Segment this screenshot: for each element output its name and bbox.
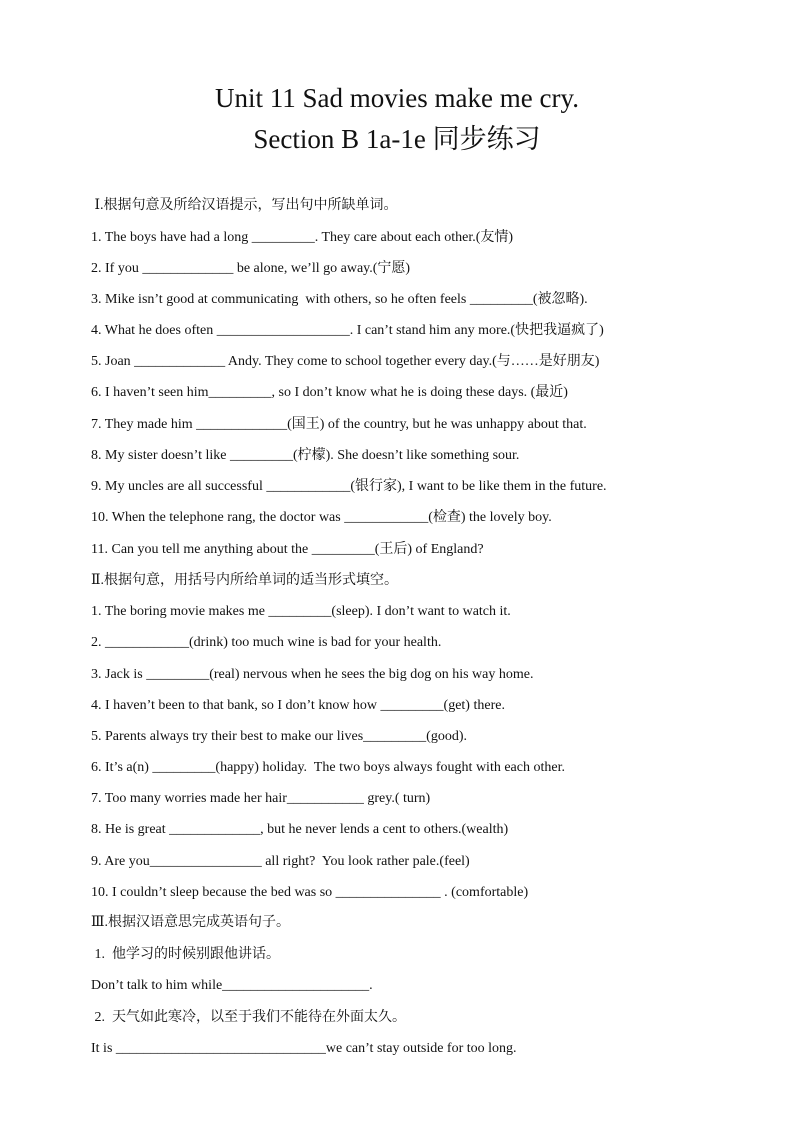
section2-item: 5. Parents always try their best to make our lives_________(good). [91, 729, 467, 744]
page-title-line1: Unit 11 Sad movies make me cry. [215, 83, 579, 113]
section3-item: Don’t talk to him while_____________________. [91, 978, 373, 993]
section3-item: 1. 他学习的时候别跟他讲话。 [91, 947, 280, 962]
section1-item: 10. When the telephone rang, the doctor was ____________(检查) the lovely boy. [91, 510, 552, 525]
section3-item: It is ______________________________we can’t stay outside for too long. [91, 1041, 517, 1056]
section2-item: 9. Are you________________ all right? You look rather pale.(feel) [91, 854, 470, 869]
section1-heading: Ⅰ.根据句意及所给汉语提示，写出句中所缺单词。 [91, 198, 398, 213]
section1-item: 3. Mike isn’t good at communicating with others, so he often feels _________(被忽略). [91, 292, 588, 307]
section2-item: 6. It’s a(n) _________(happy) holiday. The two boys always fought with each other. [91, 760, 565, 775]
section1-item: 11. Can you tell me anything about the _________(王后) of England? [91, 542, 484, 557]
section1-item: 6. I haven’t seen him_________, so I don’t know what he is doing these days. (最近) [91, 385, 568, 400]
section2-item: 10. I couldn’t sleep because the bed was so _______________ . (comfortable) [91, 885, 529, 900]
section2-item: 8. He is great _____________, but he never lends a cent to others.(wealth) [91, 822, 509, 837]
section2-item: 7. Too many worries made her hair___________ grey.( turn) [91, 791, 431, 806]
page-title-line2: Section B 1a-1e 同步练习 [253, 124, 541, 154]
section1-item: 2. If you _____________ be alone, we’ll go away.(宁愿) [91, 261, 411, 276]
section1-item: 5. Joan _____________ Andy. They come to school together every day.(与……是好朋友) [91, 354, 600, 369]
section2-heading: Ⅱ.根据句意，用括号内所给单词的适当形式填空。 [91, 573, 399, 588]
section1-item: 1. The boys have had a long _________. They care about each other.(友情) [91, 230, 514, 245]
section1-item: 7. They made him _____________(国王) of the country, but he was unhappy about that. [91, 417, 587, 432]
section2-item: 2. ____________(drink) too much wine is bad for your health. [91, 635, 442, 650]
section3-item: 2. 天气如此寒冷，以至于我们不能待在外面太久。 [91, 1010, 406, 1025]
section2-item: 4. I haven’t been to that bank, so I don’t know how _________(get) there. [91, 698, 505, 713]
section1-item: 4. What he does often ___________________. I can’t stand him any more.(快把我逼疯了) [91, 323, 604, 338]
section2-item: 3. Jack is _________(real) nervous when he sees the big dog on his way home. [91, 667, 534, 682]
section1-item: 9. My uncles are all successful ____________(银行家), I want to be like them in the future. [91, 479, 607, 494]
section2-item: 1. The boring movie makes me _________(sleep). I don’t want to watch it. [91, 604, 511, 619]
section1-item: 8. My sister doesn’t like _________(柠檬). She doesn’t like something sour. [91, 448, 520, 463]
section3-heading: Ⅲ.根据汉语意思完成英语句子。 [91, 915, 291, 930]
